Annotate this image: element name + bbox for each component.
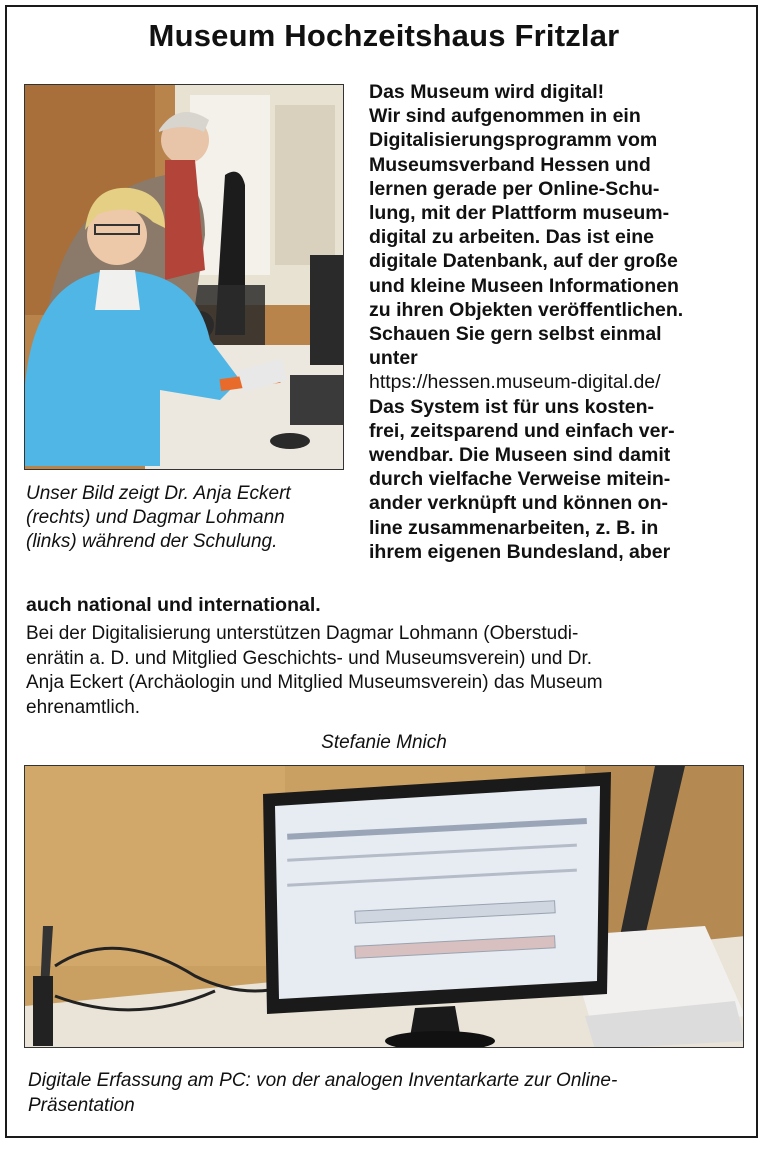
text-line: lung, mit der Plattform museum- bbox=[369, 202, 670, 225]
caption-line: (links) während der Schulung. bbox=[26, 531, 278, 552]
caption-line: Präsentation bbox=[28, 1095, 135, 1116]
caption-line: (rechts) und Dagmar Lohmann bbox=[26, 507, 285, 528]
photo-training-session bbox=[24, 84, 344, 470]
text-line: line zusammenarbeiten, z. B. in bbox=[369, 516, 659, 539]
text-line: Bei der Digitalisierung unterstützen Dagmar Lohmann (Oberstudi- bbox=[26, 623, 579, 644]
text-line: unter bbox=[369, 347, 418, 370]
photo-computer-monitor bbox=[24, 765, 744, 1048]
photo-caption-2 bbox=[28, 1068, 748, 1118]
photo-icon bbox=[25, 766, 744, 1048]
caption-line: Digitale Erfassung am PC: von der analogen Inventarkarte zur Online- bbox=[28, 1070, 618, 1091]
text-line: frei, zeitsparend und einfach ver- bbox=[369, 419, 675, 442]
text-line: digital zu arbeiten. Das ist eine bbox=[369, 226, 654, 249]
article-body bbox=[26, 622, 742, 720]
article-lead-column bbox=[369, 80, 743, 564]
text-line: Anja Eckert (Archäologin und Mitglied Museumsverein) das Museum bbox=[26, 672, 603, 693]
text-line: ander verknüpft und können on- bbox=[369, 492, 669, 515]
text-line-bold: auch national und international. bbox=[26, 594, 321, 616]
text-line: durch vielfache Verweise mitein- bbox=[369, 468, 671, 491]
text-line: Schauen Sie gern selbst einmal bbox=[369, 323, 662, 346]
text-line: digitale Datenbank, auf der große bbox=[369, 250, 678, 273]
text-line: Museumsverband Hessen und bbox=[369, 153, 651, 176]
photo-caption-1 bbox=[26, 482, 356, 554]
text-line: lernen gerade per Online-Schu- bbox=[369, 177, 660, 200]
text-line: Das System ist für uns kosten- bbox=[369, 395, 654, 418]
photo-icon bbox=[25, 85, 344, 470]
text-line: enrätin a. D. und Mitglied Geschichts- und Museumsverein) und Dr. bbox=[26, 647, 593, 669]
author-byline: Stefanie Mnich bbox=[321, 732, 447, 753]
text-line: ihrem eigenen Bundesland, aber bbox=[369, 540, 671, 563]
headline: Das Museum wird digital! bbox=[369, 81, 605, 103]
text-line: wendbar. Die Museen sind damit bbox=[369, 444, 671, 467]
text-line: Wir sind aufgenommen in ein bbox=[369, 105, 641, 128]
text-line: ehrenamtlich. bbox=[26, 696, 141, 718]
article-title: Museum Hochzeitshaus Fritzlar bbox=[148, 18, 620, 53]
text-line: Digitalisierungsprogramm vom bbox=[369, 129, 658, 152]
text-line: und kleine Museen Informationen bbox=[369, 274, 679, 297]
text-line: zu ihren Objekten veröffentlichen. bbox=[369, 298, 684, 321]
website-link[interactable]: https://hessen.museum-digital.de/ bbox=[369, 371, 661, 394]
caption-line: Unser Bild zeigt Dr. Anja Eckert bbox=[26, 483, 291, 504]
